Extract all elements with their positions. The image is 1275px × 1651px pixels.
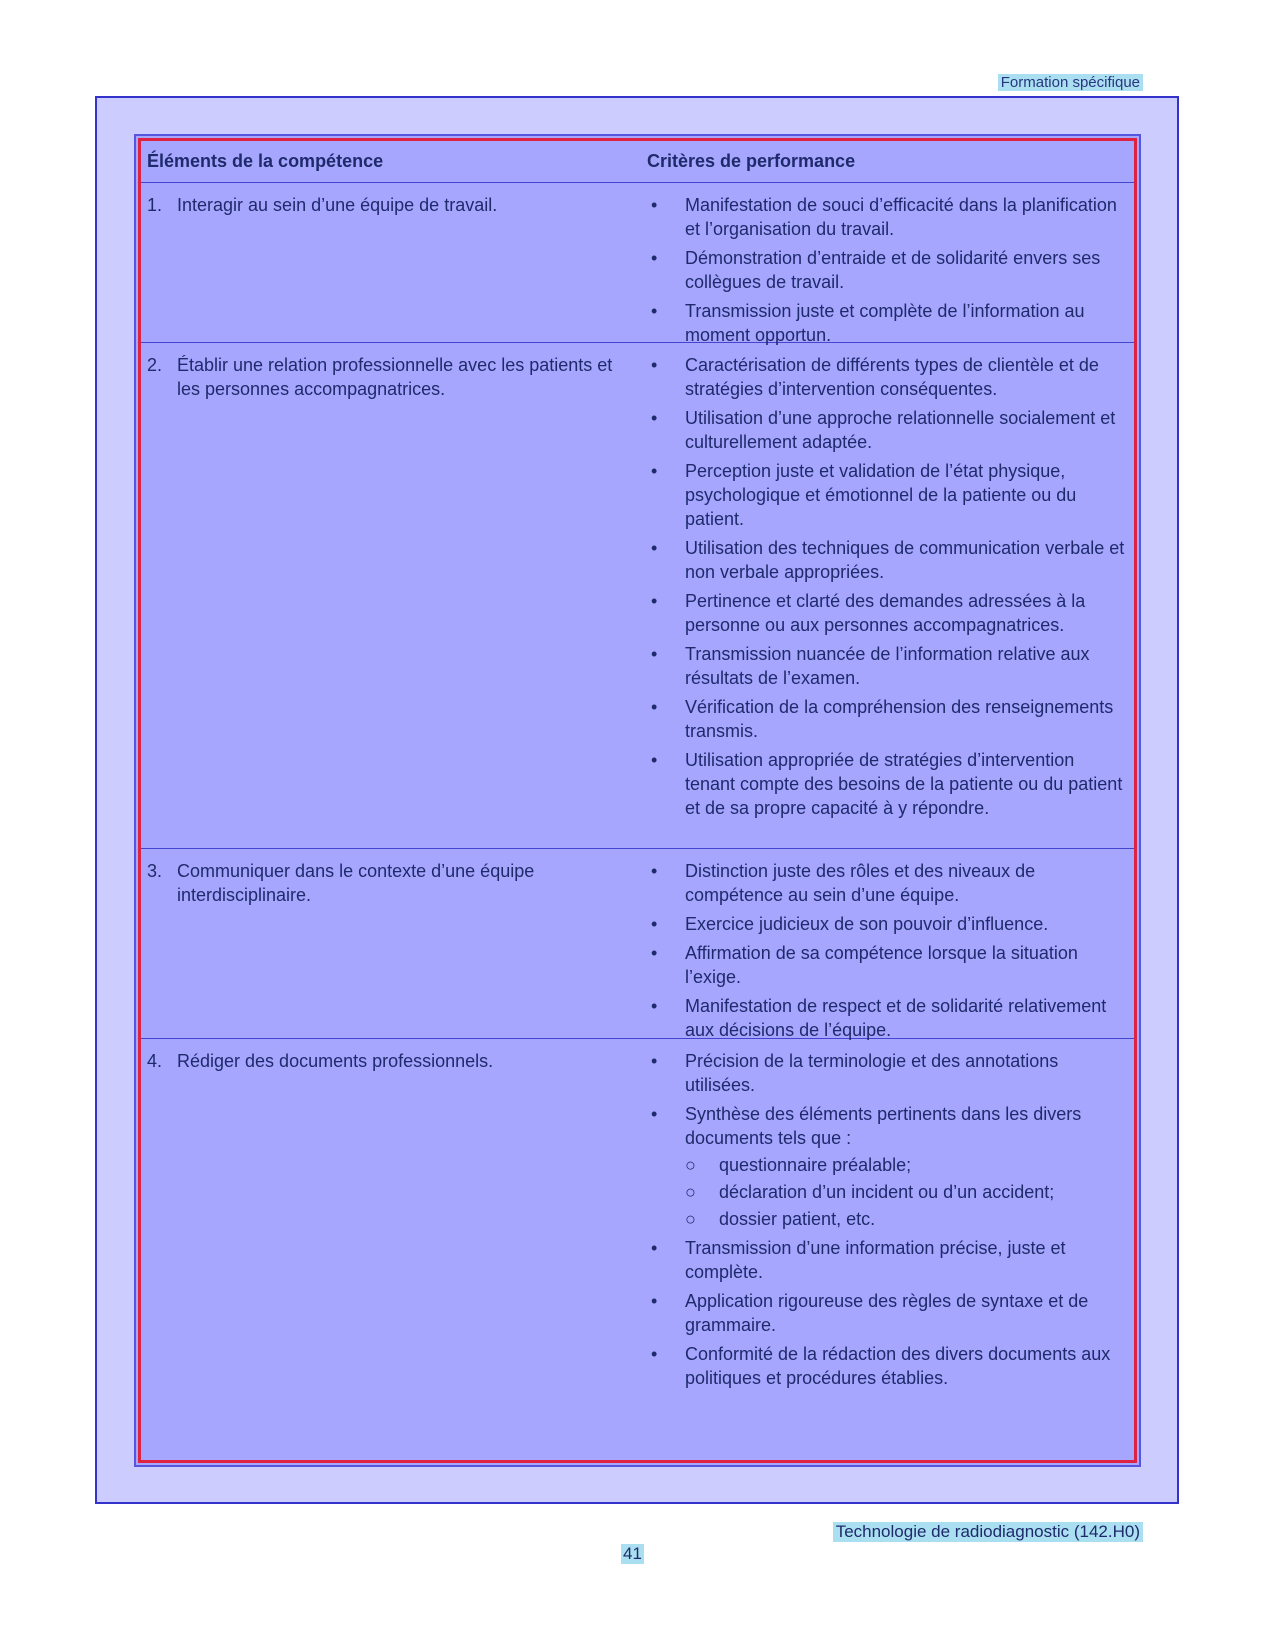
list-item: • Transmission juste et complète de l’information au moment opportun. bbox=[651, 301, 1085, 345]
bullet-icon: • bbox=[651, 996, 658, 1016]
list-item: • Caractérisation de différents types de clientèle et de stratégies d’intervention conséquentes. bbox=[651, 355, 1099, 399]
bullet-icon: • bbox=[651, 1238, 658, 1258]
list-item: • Exercice judicieux de son pouvoir d’influence. bbox=[651, 914, 1049, 934]
table-header bbox=[141, 141, 1134, 183]
circle-bullet-icon: ○ bbox=[685, 1182, 696, 1202]
table-row bbox=[141, 183, 1134, 343]
bullet-icon: • bbox=[651, 408, 658, 428]
element-number: 2. bbox=[147, 355, 163, 375]
list-item: • Vérification de la compréhension des renseignements transmis. bbox=[651, 697, 1114, 741]
element-cell bbox=[147, 193, 617, 217]
list-item: • Démonstration d’entraide et de solidarité envers ses collègues de travail. bbox=[651, 248, 1101, 292]
column-header-criteria: Critères de performance bbox=[647, 151, 856, 171]
bullet-icon: • bbox=[651, 750, 658, 770]
table-row bbox=[141, 849, 1134, 1039]
section-header: Formation spécifique bbox=[998, 74, 1143, 91]
criteria-list bbox=[647, 353, 1125, 825]
element-cell bbox=[147, 859, 617, 907]
table-row bbox=[141, 1039, 1134, 1460]
bullet-icon: • bbox=[651, 301, 658, 321]
competency-table bbox=[138, 138, 1137, 1463]
list-item: • Transmission d’une information précise, juste et complète. bbox=[651, 1238, 1066, 1282]
bullet-icon: • bbox=[651, 943, 658, 963]
list-item: • Transmission nuancée de l’information relative aux résultats de l’examen. bbox=[651, 644, 1090, 688]
element-number: 1. bbox=[147, 195, 163, 215]
list-item: • Précision de la terminologie et des annotations utilisées. bbox=[651, 1051, 1059, 1095]
bullet-icon: • bbox=[651, 248, 658, 268]
bullet-icon: • bbox=[651, 861, 658, 881]
sub-list-item: ○ questionnaire préalable; bbox=[685, 1155, 912, 1175]
bullet-icon: • bbox=[651, 195, 658, 215]
page-number: 41 bbox=[623, 1544, 642, 1563]
element-number: 4. bbox=[147, 1051, 163, 1071]
circle-bullet-icon: ○ bbox=[685, 1155, 696, 1175]
element-text: Communiquer dans le contexte d’une équipe interdisciplinaire. bbox=[177, 861, 535, 905]
criteria-list bbox=[647, 1049, 1125, 1395]
list-item: • Distinction juste des rôles et des niveaux de compétence au sein d’une équipe. bbox=[651, 861, 1036, 905]
bullet-icon: • bbox=[651, 355, 658, 375]
list-item: • Conformité de la rédaction des divers documents aux politiques et procédures établies. bbox=[651, 1344, 1111, 1388]
element-cell bbox=[147, 1049, 617, 1073]
list-item: • Manifestation de souci d’efficacité dans la planification et l’organisation du travail. bbox=[651, 195, 1117, 239]
sub-list-item: ○ dossier patient, etc. bbox=[685, 1209, 876, 1229]
bullet-icon: • bbox=[651, 1051, 658, 1071]
bullet-icon: • bbox=[651, 1291, 658, 1311]
list-item: • Synthèse des éléments pertinents dans les divers documents tels que : ○ questionnaire préalable; ○ déclaration d’un incident ou d’un accident; ○ dossier patient, etc. bbox=[647, 1102, 1125, 1231]
list-item: • Pertinence et clarté des demandes adressées à la personne ou aux personnes accompagnatrices. bbox=[651, 591, 1086, 635]
bullet-icon: • bbox=[651, 591, 658, 611]
sub-list bbox=[685, 1153, 1125, 1231]
bullet-icon: • bbox=[651, 914, 658, 934]
element-number: 3. bbox=[147, 861, 163, 881]
list-item: • Utilisation des techniques de communication verbale et non verbale appropriées. bbox=[651, 538, 1125, 582]
criteria-list bbox=[647, 193, 1125, 352]
circle-bullet-icon: ○ bbox=[685, 1209, 696, 1229]
bullet-icon: • bbox=[651, 644, 658, 664]
element-text: Interagir au sein d’une équipe de travail. bbox=[177, 195, 498, 215]
bullet-icon: • bbox=[651, 538, 658, 558]
column-header-elements: Éléments de la compétence bbox=[147, 151, 384, 171]
bullet-icon: • bbox=[651, 1344, 658, 1364]
element-text: Rédiger des documents professionnels. bbox=[177, 1051, 494, 1071]
sub-list-item: ○ déclaration d’un incident ou d’un accident; bbox=[685, 1182, 1055, 1202]
list-item: • Application rigoureuse des règles de syntaxe et de grammaire. bbox=[651, 1291, 1089, 1335]
list-item: • Affirmation de sa compétence lorsque la situation l’exige. bbox=[651, 943, 1078, 987]
list-item: • Utilisation appropriée de stratégies d’intervention tenant compte des besoins de la patiente ou du patient et de sa propre capacité à y répondre. bbox=[651, 750, 1123, 818]
list-item: • Manifestation de respect et de solidarité relativement aux décisions de l’équipe. bbox=[651, 996, 1107, 1040]
bullet-icon: • bbox=[651, 697, 658, 717]
footer-program-title: Technologie de radiodiagnostic (142.H0) bbox=[833, 1522, 1143, 1542]
element-cell bbox=[147, 353, 617, 401]
element-text: Établir une relation professionnelle avec les patients et les personnes accompagnatrices. bbox=[177, 355, 613, 399]
criteria-list bbox=[647, 859, 1125, 1047]
list-item: • Perception juste et validation de l’état physique, psychologique et émotionnel de la patiente ou du patient. bbox=[651, 461, 1077, 529]
list-item: • Utilisation d’une approche relationnelle socialement et culturellement adaptée. bbox=[651, 408, 1116, 452]
bullet-icon: • bbox=[651, 1104, 658, 1124]
table-row bbox=[141, 343, 1134, 849]
bullet-icon: • bbox=[651, 461, 658, 481]
